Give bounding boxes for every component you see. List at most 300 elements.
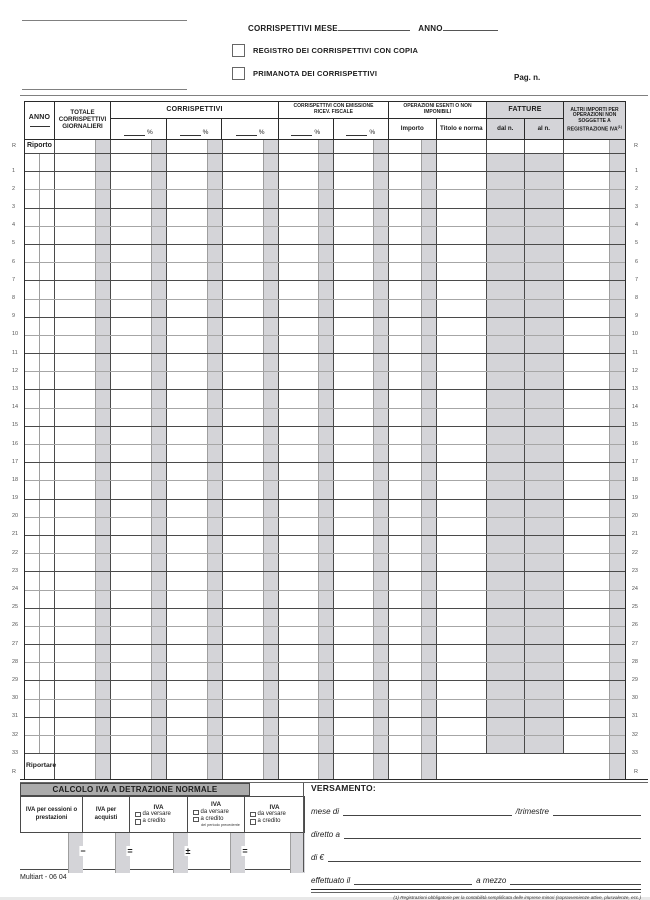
table-row bbox=[12, 463, 638, 483]
table-cell-cents bbox=[208, 190, 223, 207]
operator-plusminus: ± bbox=[185, 846, 191, 856]
table-cell-cents bbox=[374, 736, 389, 753]
table-cell-cents bbox=[264, 463, 279, 480]
table-cell-amount bbox=[334, 354, 374, 371]
table-cell-amount bbox=[55, 209, 96, 226]
row-number: 12 bbox=[12, 367, 19, 374]
table-cell-cents bbox=[152, 154, 167, 171]
table-cell-titolo bbox=[437, 354, 487, 371]
row-number: 20 bbox=[631, 513, 638, 520]
table-cell-fatture-al bbox=[525, 318, 564, 335]
table-cell-fatture-dal bbox=[487, 140, 525, 153]
table-cell-cents bbox=[208, 663, 223, 680]
table-cell-fatture-al bbox=[525, 227, 564, 244]
table-cell-anno-a bbox=[25, 736, 40, 753]
row-number: 15 bbox=[12, 422, 19, 429]
table-cell-cents bbox=[208, 300, 223, 317]
table-cell-cents bbox=[422, 140, 437, 153]
table-cell-riportare-label: Riportare bbox=[25, 754, 55, 779]
table-cell-cents bbox=[264, 536, 279, 553]
header-importo: Importo bbox=[389, 119, 437, 139]
table-cell-fatture-dal bbox=[487, 263, 525, 280]
table-cell-cents bbox=[374, 463, 389, 480]
table-cell-amount bbox=[334, 263, 374, 280]
table-cell-fatture-al bbox=[525, 445, 564, 462]
table-cell-cents bbox=[96, 500, 111, 517]
table-cell-cents bbox=[422, 390, 437, 407]
row-number: 15 bbox=[631, 422, 638, 429]
table-cell-amount bbox=[111, 554, 152, 571]
table-cell-amount bbox=[334, 609, 374, 626]
table-cell-amount bbox=[564, 736, 610, 753]
a-credito-checkbox bbox=[193, 817, 199, 823]
table-cell-amount bbox=[223, 536, 264, 553]
table-cell-amount bbox=[279, 227, 319, 244]
row-number: 23 bbox=[12, 567, 19, 574]
table-cell-amount bbox=[334, 500, 374, 517]
table-cell-amount bbox=[389, 736, 422, 753]
table-cell-amount bbox=[223, 445, 264, 462]
table-cell-fatture-al bbox=[525, 390, 564, 407]
table-cell-amount bbox=[279, 536, 319, 553]
table-cell-amount bbox=[167, 572, 208, 589]
table-cell-cents bbox=[96, 536, 111, 553]
table-cell-cents bbox=[152, 372, 167, 389]
table-cell-anno-a bbox=[25, 700, 40, 717]
header-totale bbox=[55, 102, 111, 139]
table-cell-cents bbox=[208, 736, 223, 753]
table-cell-amount bbox=[167, 681, 208, 698]
row-number: 1 bbox=[12, 167, 16, 174]
table-cell-amount bbox=[279, 300, 319, 317]
table-cell-anno-a bbox=[25, 336, 40, 353]
table-cell-cents bbox=[610, 572, 625, 589]
table-cell-amount bbox=[55, 281, 96, 298]
table-cell-titolo bbox=[437, 263, 487, 280]
table-cell-cents bbox=[319, 281, 334, 298]
table-row bbox=[12, 281, 638, 301]
table-cell-cents bbox=[96, 281, 111, 298]
table-cell-cents bbox=[208, 154, 223, 171]
table-cell-cents bbox=[610, 700, 625, 717]
table-cell-amount bbox=[334, 700, 374, 717]
row-number: 19 bbox=[631, 495, 638, 502]
table-cell-fatture-dal bbox=[487, 427, 525, 444]
calcolo-header-row bbox=[20, 796, 305, 833]
table-cell-anno-b bbox=[40, 554, 55, 571]
table-cell-amount bbox=[223, 645, 264, 662]
a-credito-checkbox bbox=[135, 819, 141, 825]
table-cell-amount bbox=[167, 536, 208, 553]
table-cell-amount bbox=[564, 172, 610, 189]
da-versare-checkbox bbox=[250, 812, 256, 818]
table-cell-amount bbox=[55, 190, 96, 207]
table-cell-cents bbox=[208, 681, 223, 698]
row-number: 10 bbox=[12, 331, 19, 338]
table-cell-cents bbox=[96, 700, 111, 717]
table-cell-anno-b bbox=[40, 700, 55, 717]
table-cell-amount bbox=[564, 336, 610, 353]
table-cell-cents bbox=[208, 372, 223, 389]
table-cell-titolo bbox=[437, 209, 487, 226]
table-cell-cents bbox=[374, 154, 389, 171]
table-cell-fatture-dal bbox=[487, 736, 525, 753]
table-cell-anno-b bbox=[40, 445, 55, 462]
table-cell-amount bbox=[111, 318, 152, 335]
table-cell-anno-b bbox=[40, 481, 55, 498]
table-cell-cents bbox=[96, 318, 111, 335]
table-cell-anno-a bbox=[25, 445, 40, 462]
table-cell-anno-a bbox=[25, 390, 40, 407]
anno-label: ANNO bbox=[28, 114, 51, 122]
table-cell-fatture-al bbox=[525, 700, 564, 717]
table-cell-amount bbox=[334, 645, 374, 662]
table-cell-cents bbox=[152, 140, 167, 153]
table-cell-amount bbox=[55, 663, 96, 680]
table-cell-cents bbox=[610, 554, 625, 571]
table-cell-fatture-dal bbox=[487, 609, 525, 626]
table-cell-cents bbox=[208, 700, 223, 717]
table-cell-cents bbox=[152, 445, 167, 462]
operazioni-label: OPERAZIONI ESENTI O NON IMPONIBILI bbox=[403, 103, 472, 115]
table-cell-cents bbox=[374, 281, 389, 298]
table-cell-amount bbox=[223, 300, 264, 317]
table-cell-anno-a bbox=[25, 190, 40, 207]
table-cell-cents bbox=[319, 754, 334, 779]
table-cell-cents bbox=[319, 481, 334, 498]
table-cell-cents bbox=[422, 481, 437, 498]
table-cell-amount bbox=[564, 300, 610, 317]
table-cell-cents bbox=[152, 227, 167, 244]
table-cell-cents bbox=[152, 754, 167, 779]
header-titolo: Titolo e norma bbox=[440, 124, 483, 132]
table-cell-cents bbox=[264, 627, 279, 644]
registro-checkbox-label: REGISTRO DEI CORRISPETTIVI CON COPIA bbox=[253, 46, 419, 55]
table-cell-cents bbox=[96, 572, 111, 589]
row-number: 13 bbox=[12, 385, 19, 392]
table-cell-titolo bbox=[437, 645, 487, 662]
primanota-checkbox-label: PRIMANOTA DEI CORRISPETTIVI bbox=[253, 69, 378, 78]
table-cell-fatture-dal bbox=[487, 336, 525, 353]
row-number: 14 bbox=[12, 404, 19, 411]
a-credito-checkbox bbox=[250, 819, 256, 825]
versamento-section bbox=[311, 783, 641, 900]
table-cell-amount bbox=[389, 663, 422, 680]
table-cell-amount bbox=[167, 172, 208, 189]
table-cell-amount bbox=[55, 572, 96, 589]
row-number: 21 bbox=[12, 531, 19, 538]
table-row bbox=[12, 409, 638, 429]
table-cell-amount bbox=[334, 536, 374, 553]
row-number: 23 bbox=[631, 567, 638, 574]
table-cell-cents bbox=[264, 645, 279, 662]
da-versare-checkbox bbox=[193, 810, 199, 816]
table-cell-fatture-dal bbox=[487, 627, 525, 644]
table-cell-amount bbox=[167, 318, 208, 335]
row-number: 1 bbox=[634, 167, 638, 174]
table-row bbox=[12, 390, 638, 411]
table-cell-amount bbox=[279, 409, 319, 426]
table-cell-cents bbox=[319, 609, 334, 626]
table-cell-amount bbox=[279, 372, 319, 389]
table-cell-titolo bbox=[437, 500, 487, 517]
table-cell-anno-b bbox=[40, 336, 55, 353]
table-cell-cents bbox=[96, 627, 111, 644]
table-cell-cents bbox=[319, 700, 334, 717]
table-cell-titolo bbox=[437, 518, 487, 535]
operator-minus: − bbox=[80, 846, 86, 856]
table-cell-anno-b bbox=[40, 409, 55, 426]
table-cell-cents bbox=[96, 140, 111, 153]
table-cell-fatture-al bbox=[525, 190, 564, 207]
table-cell-cents bbox=[152, 281, 167, 298]
table-cell-cents bbox=[152, 172, 167, 189]
table-cell-anno-a bbox=[25, 500, 40, 517]
table-cell-anno-b bbox=[40, 681, 55, 698]
table-cell-amount bbox=[111, 536, 152, 553]
table-row bbox=[12, 518, 638, 538]
table-cell-amount bbox=[111, 627, 152, 644]
table-cell-cents bbox=[319, 681, 334, 698]
table-cell-anno-b bbox=[40, 500, 55, 517]
table-cell-anno-b bbox=[40, 354, 55, 371]
table-cell-fatture-dal bbox=[487, 372, 525, 389]
table-cell-amount bbox=[564, 154, 610, 171]
calcolo-values-row bbox=[20, 833, 305, 870]
table-cell-cents bbox=[422, 245, 437, 262]
table-cell-cents bbox=[96, 409, 111, 426]
table-cell-cents bbox=[264, 409, 279, 426]
table-cell-cents bbox=[96, 336, 111, 353]
table-cell-titolo bbox=[437, 190, 487, 207]
table-cell-amount bbox=[334, 463, 374, 480]
table-cell-amount bbox=[279, 190, 319, 207]
row-number: 29 bbox=[631, 676, 638, 683]
table-cell-cents bbox=[264, 609, 279, 626]
table-cell-amount bbox=[55, 700, 96, 717]
table-cell-fatture-al bbox=[525, 427, 564, 444]
table-cell-cents bbox=[374, 409, 389, 426]
table-cell-amount bbox=[167, 463, 208, 480]
versamento-line-diretto: diretto a bbox=[311, 829, 641, 839]
value-cell bbox=[130, 833, 188, 870]
table-cell-fatture-dal bbox=[487, 481, 525, 498]
table-cell-amount bbox=[389, 245, 422, 262]
table-cell-amount bbox=[564, 427, 610, 444]
table-cell-cents bbox=[96, 645, 111, 662]
table-cell-amount bbox=[279, 681, 319, 698]
table-cell-cents bbox=[208, 318, 223, 335]
table-cell-cents bbox=[610, 140, 625, 153]
table-cell-cents bbox=[208, 336, 223, 353]
table-cell-cents bbox=[319, 372, 334, 389]
table-cell-cents bbox=[96, 154, 111, 171]
table-cell-cents bbox=[610, 154, 625, 171]
row-number: 22 bbox=[12, 549, 19, 556]
table-cell-cents bbox=[264, 190, 279, 207]
table-cell-amount bbox=[55, 500, 96, 517]
table-cell-cents bbox=[374, 609, 389, 626]
table-header bbox=[25, 102, 625, 140]
table-cell-cents bbox=[152, 609, 167, 626]
table-cell-cents bbox=[152, 245, 167, 262]
row-number: 32 bbox=[12, 731, 19, 738]
table-cell-cents bbox=[208, 536, 223, 553]
table-cell-cents bbox=[208, 754, 223, 779]
table-cell-amount bbox=[564, 140, 610, 153]
table-cell-amount bbox=[389, 645, 422, 662]
table-cell-titolo bbox=[437, 172, 487, 189]
table-cell-amount bbox=[279, 318, 319, 335]
table-cell-cents bbox=[264, 227, 279, 244]
table-cell-amount bbox=[55, 390, 96, 407]
table-cell-amount bbox=[167, 263, 208, 280]
table-cell-amount bbox=[55, 300, 96, 317]
table-cell-amount bbox=[223, 209, 264, 226]
row-number: 18 bbox=[12, 476, 19, 483]
table-cell-cents bbox=[422, 172, 437, 189]
table-cell-cents bbox=[152, 463, 167, 480]
row-number: 19 bbox=[12, 495, 19, 502]
table-cell-fatture-al bbox=[525, 518, 564, 535]
row-number: 30 bbox=[12, 695, 19, 702]
table-cell-amount bbox=[564, 663, 610, 680]
table-cell-amount bbox=[111, 445, 152, 462]
row-number: 2 bbox=[12, 185, 16, 192]
table-cell-amount bbox=[389, 536, 422, 553]
month-blank bbox=[338, 30, 410, 31]
table-cell-cents bbox=[152, 700, 167, 717]
table-cell-amount bbox=[334, 300, 374, 317]
table-cell-cents bbox=[152, 336, 167, 353]
table-cell-amount bbox=[111, 591, 152, 608]
trimestre-blank bbox=[553, 806, 641, 816]
row-number: 27 bbox=[12, 640, 19, 647]
table-cell-fatture-dal bbox=[487, 536, 525, 553]
table-cell-amount bbox=[55, 445, 96, 462]
table-cell-cents bbox=[264, 445, 279, 462]
table-cell-amount bbox=[223, 227, 264, 244]
table-cell-fatture-al bbox=[525, 591, 564, 608]
table-row bbox=[12, 445, 638, 465]
table-cell-cents bbox=[264, 754, 279, 779]
altri-label: ALTRI IMPORTI PER OPERAZIONI NON SOGGETTE A REGISTRAZIONE IVA$^{(1)}$ bbox=[567, 106, 622, 133]
table-cell-cents bbox=[152, 481, 167, 498]
versamento-bottom-rule bbox=[311, 889, 641, 893]
table-cell-amount bbox=[564, 627, 610, 644]
table-cell-cents bbox=[152, 663, 167, 680]
table-cell-cents bbox=[610, 300, 625, 317]
table-cell-amount bbox=[223, 245, 264, 262]
table-cell-amount bbox=[111, 736, 152, 753]
header-emissione-group bbox=[279, 102, 389, 139]
table-cell-anno-b bbox=[40, 263, 55, 280]
table-cell-titolo bbox=[437, 718, 487, 735]
table-row bbox=[12, 300, 638, 320]
table-cell-cents bbox=[319, 645, 334, 662]
table-cell-cents bbox=[264, 318, 279, 335]
table-cell-cents bbox=[610, 227, 625, 244]
importo-blank bbox=[328, 852, 641, 862]
table-cell-cents bbox=[96, 754, 111, 779]
table-cell-amount bbox=[389, 409, 422, 426]
data-blank bbox=[354, 875, 472, 885]
table-cell-amount bbox=[334, 518, 374, 535]
table-cell-cents bbox=[96, 463, 111, 480]
table-cell-cents bbox=[422, 609, 437, 626]
table-cell-cents bbox=[319, 300, 334, 317]
table-cell-amount bbox=[334, 681, 374, 698]
table-cell-fatture-dal bbox=[487, 463, 525, 480]
header-divider bbox=[20, 95, 648, 96]
table-cell-titolo bbox=[437, 300, 487, 317]
table-row bbox=[12, 681, 638, 702]
table-cell-cents bbox=[319, 263, 334, 280]
table-row bbox=[12, 609, 638, 629]
row-number: 26 bbox=[12, 622, 19, 629]
table-cell-amount bbox=[167, 736, 208, 753]
table-cell-amount bbox=[334, 154, 374, 171]
table-cell-anno-b bbox=[40, 372, 55, 389]
header-corr-pct-1: % bbox=[111, 119, 167, 139]
table-cell-amount bbox=[111, 663, 152, 680]
table-cell-titolo bbox=[437, 681, 487, 698]
row-number: 17 bbox=[631, 458, 638, 465]
table-cell-amount bbox=[389, 554, 422, 571]
header-corrispettivi-group bbox=[111, 102, 279, 139]
table-cell-amount bbox=[279, 481, 319, 498]
table-cell-titolo bbox=[437, 463, 487, 480]
table-row bbox=[12, 354, 638, 374]
table-cell-amount bbox=[223, 754, 264, 779]
table-cell-cents bbox=[374, 518, 389, 535]
table-cell-titolo bbox=[437, 663, 487, 680]
table-cell-amount bbox=[389, 445, 422, 462]
row-number: 6 bbox=[634, 258, 638, 265]
header-corr-pct-2: % bbox=[167, 119, 223, 139]
riportare-row bbox=[12, 754, 638, 779]
table-cell-anno-b bbox=[40, 209, 55, 226]
row-number: 18 bbox=[631, 476, 638, 483]
table-cell-cents bbox=[374, 554, 389, 571]
table-cell-cents bbox=[264, 390, 279, 407]
table-cell-cents bbox=[422, 700, 437, 717]
table-cell-anno-a bbox=[25, 427, 40, 444]
table-cell-cents bbox=[374, 390, 389, 407]
table-cell-amount bbox=[55, 354, 96, 371]
table-cell-cents bbox=[264, 681, 279, 698]
table-cell-fatture-al bbox=[525, 172, 564, 189]
table-cell-cents bbox=[264, 518, 279, 535]
table-cell-fatture-al bbox=[525, 718, 564, 735]
table-cell-cents bbox=[319, 190, 334, 207]
table-cell-fatture-al bbox=[525, 336, 564, 353]
row-number: 11 bbox=[12, 349, 18, 356]
table-cell-amount bbox=[334, 409, 374, 426]
table-cell-fatture-dal bbox=[487, 318, 525, 335]
table-cell-titolo bbox=[437, 481, 487, 498]
table-cell-amount bbox=[223, 572, 264, 589]
row-number: 32 bbox=[631, 731, 638, 738]
table-cell-fatture-al bbox=[525, 536, 564, 553]
table-cell-cents bbox=[319, 318, 334, 335]
table-cell-amount bbox=[279, 445, 319, 462]
table-cell-amount bbox=[334, 572, 374, 589]
table-cell-fatture-al bbox=[525, 463, 564, 480]
table-cell-amount bbox=[334, 445, 374, 462]
table-cell-cents bbox=[319, 227, 334, 244]
table-cell-cents bbox=[208, 445, 223, 462]
